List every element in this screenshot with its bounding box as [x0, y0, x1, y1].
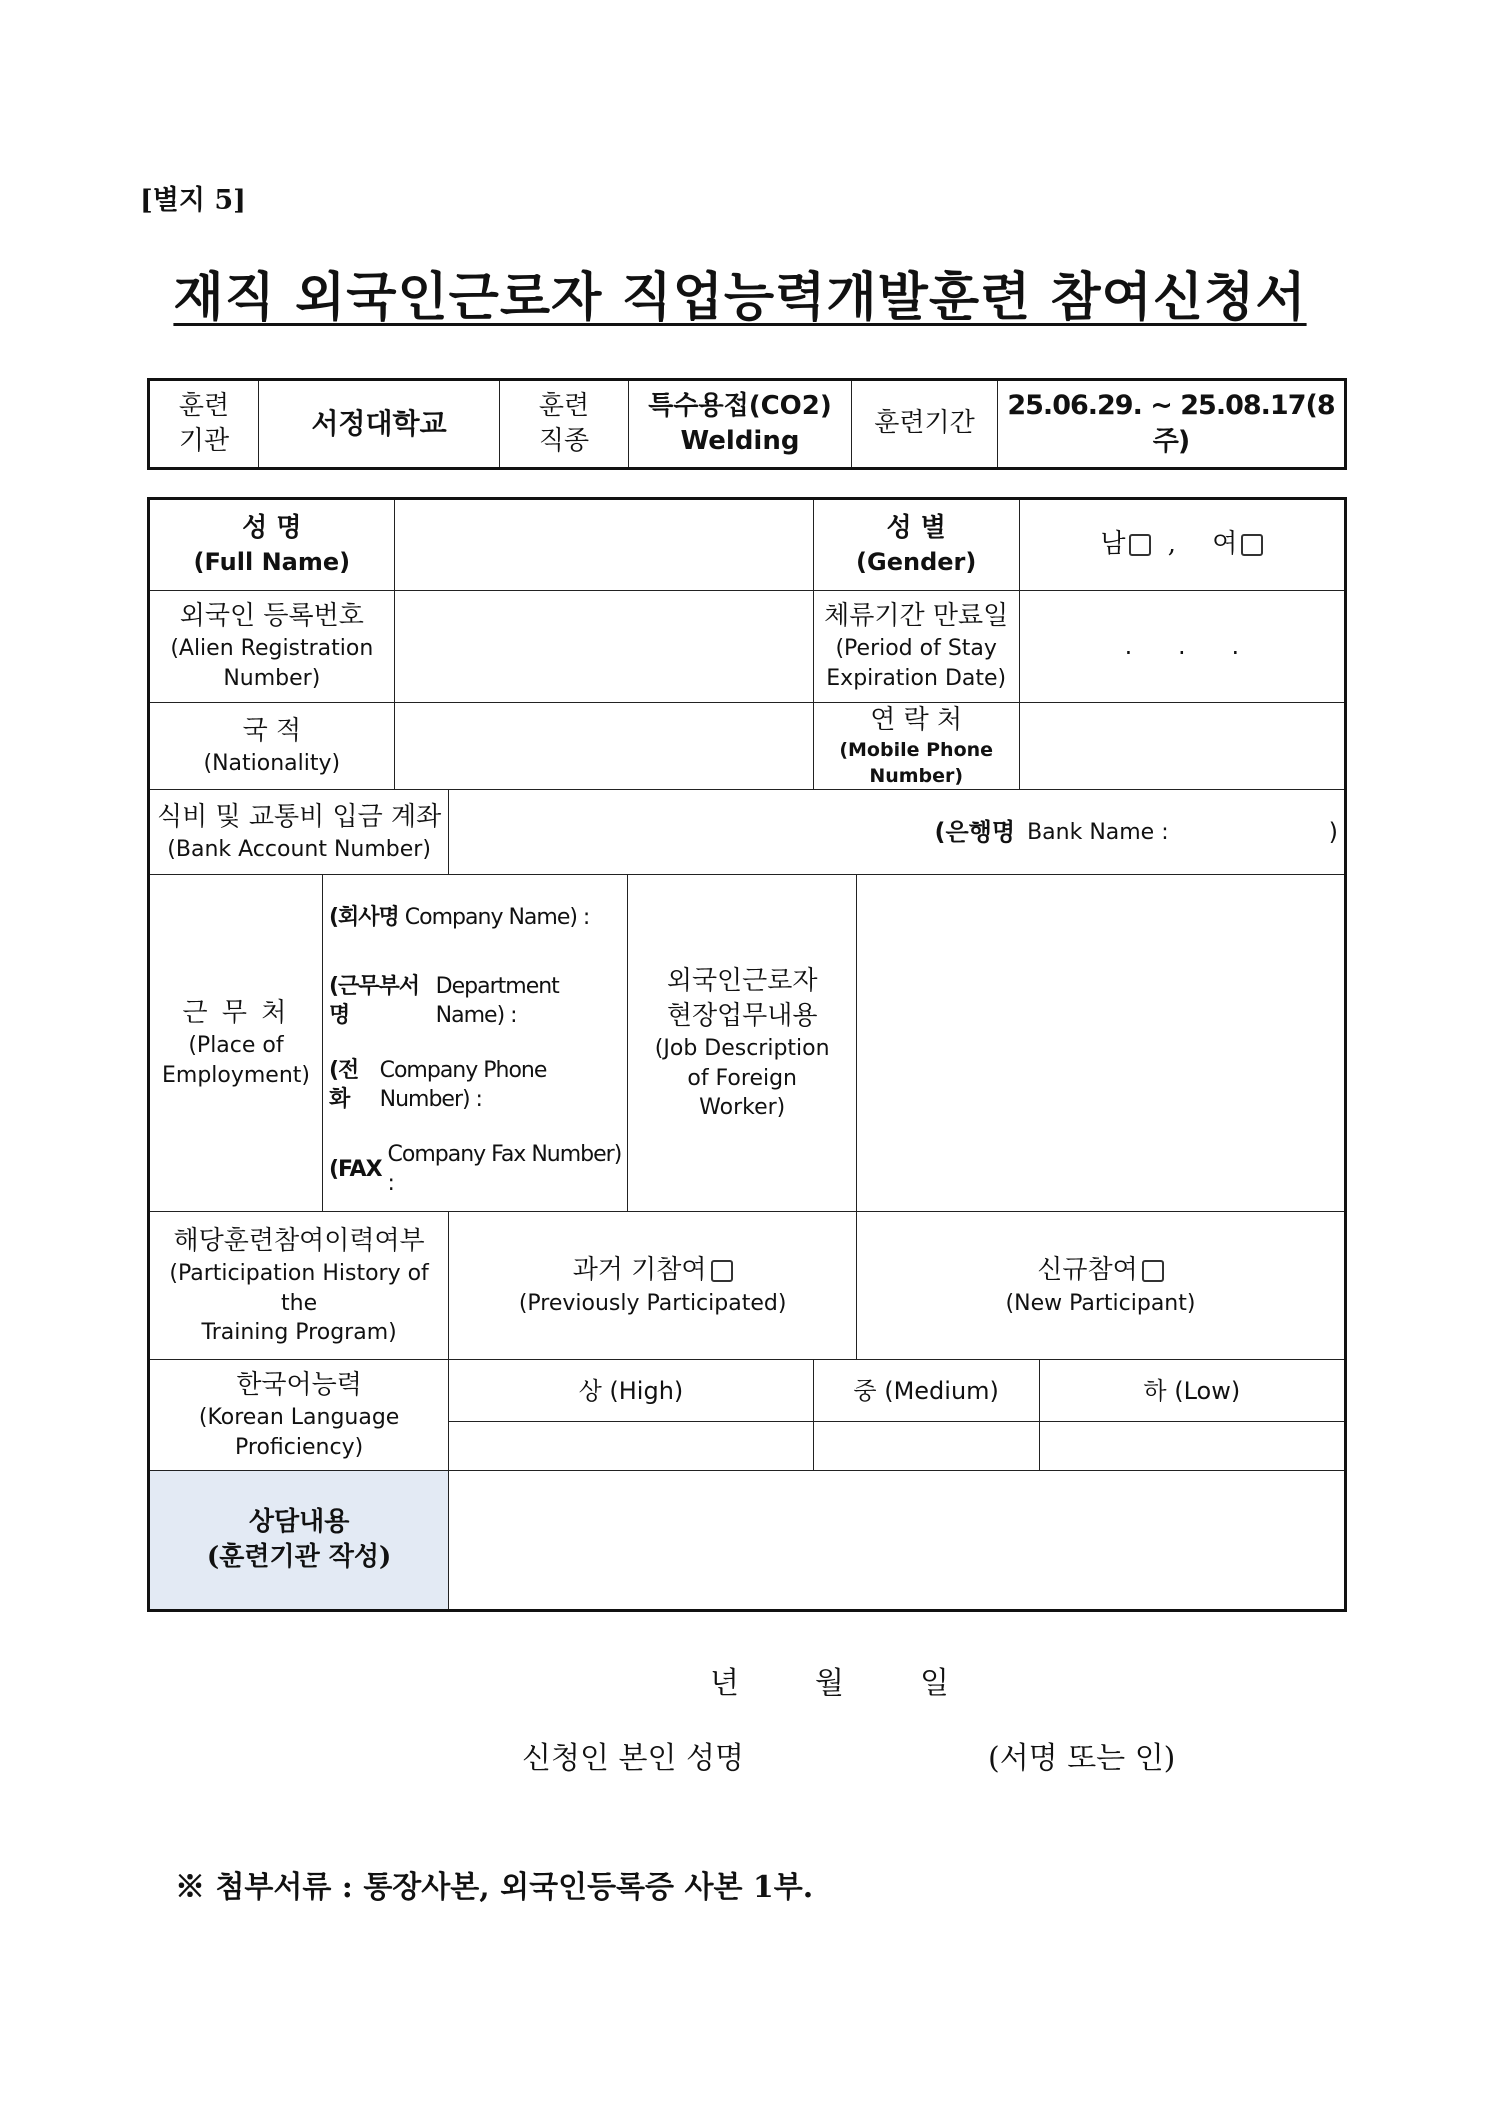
full-name-field[interactable]	[394, 499, 813, 591]
new-participant-option[interactable]: 신규참여 (New Participant)	[857, 1212, 1346, 1360]
full-name-label: 성 명 (Full Name)	[149, 499, 395, 591]
level-high-checkcell[interactable]	[449, 1422, 813, 1471]
alien-registration-field[interactable]	[394, 591, 813, 703]
gender-female-option[interactable]: 여	[1212, 529, 1263, 559]
department-line[interactable]: (근무부서명 Department Name) :	[328, 973, 559, 1029]
attachment-note: ※ 첨부서류 : 통장사본, 외국인등록증 사본 1부.	[175, 1870, 814, 1905]
korean-proficiency-label: 한국어능력 (Korean Language Proficiency)	[149, 1360, 449, 1471]
company-phone-line[interactable]: (전화 Company Phone Number) :	[328, 1057, 547, 1113]
level-medium-header: 중 (Medium)	[813, 1360, 1039, 1422]
course-info-table	[147, 378, 1347, 470]
company-fax-line[interactable]: (FAX Company Fax Number) :	[328, 1141, 622, 1197]
level-medium-checkcell[interactable]	[813, 1422, 1039, 1471]
job-description-label: 외국인근로자 현장업무내용 (Job Description of Foreign Worker)	[628, 875, 857, 1212]
contact-field[interactable]	[1019, 703, 1345, 790]
employment-label: 근 무 처 (Place of Employment)	[149, 875, 323, 1212]
applicant-signature-line	[522, 1733, 1176, 1777]
consultation-label: 상담내용 (훈련기관 작성)	[149, 1471, 449, 1611]
occupation-label: 훈련 직종	[500, 380, 629, 469]
level-low-checkcell[interactable]	[1039, 1422, 1345, 1471]
previously-participated-option[interactable]: 과거 기참여 (Previously Participated)	[449, 1212, 857, 1360]
institution-value: 서정대학교	[259, 380, 500, 469]
gender-label: 성 별 (Gender)	[813, 499, 1019, 591]
period-label: 훈련기간	[852, 380, 998, 469]
bank-account-label: 식비 및 교통비 입금 계좌 (Bank Account Number)	[149, 790, 449, 875]
signature-field[interactable]: (서명 또는 인)	[988, 1741, 1176, 1776]
institution-label: 훈련 기관	[149, 380, 259, 469]
date-year: 년	[710, 1666, 739, 1701]
applicant-name-label: 신청인 본인 성명	[522, 1741, 744, 1776]
nationality-label: 국 적 (Nationality)	[149, 703, 395, 790]
application-form-table	[147, 497, 1347, 1612]
nationality-field[interactable]	[394, 703, 813, 790]
gender-male-option[interactable]: 남	[1100, 529, 1151, 559]
employment-details	[322, 875, 627, 1212]
job-description-field[interactable]	[857, 875, 1346, 1212]
level-low-header: 하 (Low)	[1039, 1360, 1345, 1422]
occupation-value: 특수용접(CO2) Welding	[629, 380, 852, 469]
new-participant-checkbox[interactable]	[1142, 1260, 1164, 1282]
previously-participated-checkbox[interactable]	[711, 1260, 733, 1282]
period-value: 25.06.29. ~ 25.08.17(8주)	[998, 380, 1346, 469]
participation-history-label: 해당훈련참여이력여부 (Participation History of the Training Program)	[149, 1212, 449, 1360]
stay-expiration-label: 체류기간 만료일 (Period of Stay Expiration Date)	[813, 591, 1019, 703]
company-name-line[interactable]: (회사명 Company Name) :	[328, 904, 590, 930]
date-day: 일	[920, 1666, 949, 1701]
annex-label: [별지 5]	[140, 185, 246, 216]
date-month: 월	[815, 1666, 844, 1701]
consultation-field[interactable]	[449, 1471, 1346, 1611]
alien-registration-label: 외국인 등록번호 (Alien Registration Number)	[149, 591, 395, 703]
level-high-header: 상 (High)	[449, 1360, 813, 1422]
application-date	[710, 1658, 1025, 1702]
male-checkbox[interactable]	[1129, 534, 1151, 556]
stay-expiration-field[interactable]: . . .	[1019, 591, 1345, 703]
contact-label: 연 락 처 (Mobile Phone Number)	[813, 703, 1019, 790]
gender-options: 남 , 여	[1019, 499, 1345, 591]
bank-account-field[interactable]: (은행명 Bank Name : )	[449, 790, 1346, 875]
female-checkbox[interactable]	[1241, 534, 1263, 556]
form-title: 재직 외국인근로자 직업능력개발훈련 참여신청서	[173, 268, 1307, 328]
